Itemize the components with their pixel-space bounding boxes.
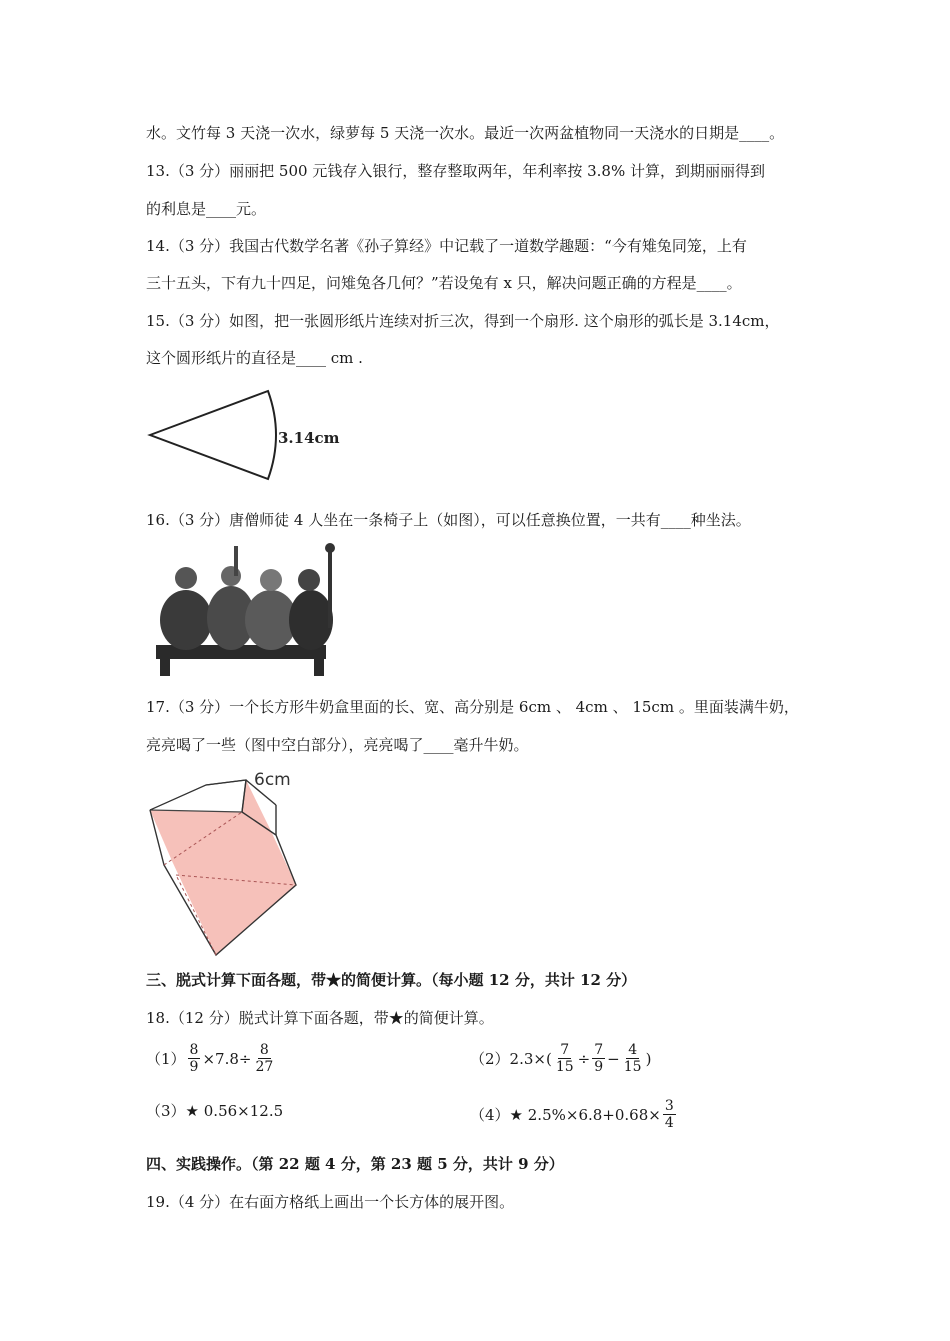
problem-1-middle: ×7.8÷ [202, 1049, 252, 1068]
q12-continuation: 水。文竹每 3 天浇一次水，绿萝每 5 天浇一次水。最近一次两盆植物同一天浇水的日期是____。 [146, 124, 785, 142]
q13-line1: 13.（3 分）丽丽把 500 元钱存入银行，整存整取两年，年利率按 3.8% 计算，到期丽丽得到 [146, 162, 765, 180]
q16-line: 16.（3 分）唐僧师徒 4 人坐在一条椅子上（如图），可以任意换位置，一共有____种坐法。 [146, 511, 751, 529]
problem-2-suffix: ) [645, 1049, 652, 1068]
q14-line2: 三十五头，下有九十四足，问雉兔各几何？”若设兔有 x 只，解决问题正确的方程是____。 [146, 274, 742, 292]
problem-2-fraction-c: $\frac{4}{15}$ [623, 1042, 642, 1075]
problem-2 [470, 1042, 651, 1075]
problem-2-op1: ÷ [577, 1049, 591, 1068]
q15-line2: 这个圆形纸片的直径是____ cm . [146, 349, 363, 367]
q15-line1: 15.（3 分）如图，把一张圆形纸片连续对折三次，得到一个扇形. 这个扇形的弧长是 3.14cm， [146, 312, 780, 330]
problem-4-label: （4） [470, 1106, 510, 1124]
problem-2-fraction-a: $\frac{7}{15}$ [555, 1042, 574, 1075]
problem-2-prefix: 2.3×( [509, 1049, 552, 1068]
q13-line2: 的利息是____元。 [146, 200, 267, 218]
q17-line1: 17.（3 分）一个长方形牛奶盒里面的长、宽、高分别是 6cm 、 4cm 、 15cm 。里面装满牛奶， [146, 698, 799, 716]
q19-line: 19.（4 分）在右面方格纸上画出一个长方体的展开图。 [146, 1193, 515, 1211]
sector-shape [150, 391, 276, 479]
problem-2-fraction-b: $\frac{7}{9}$ [594, 1042, 604, 1075]
problem-3-expression: ★ 0.56×12.5 [185, 1101, 284, 1120]
problem-2-op2: − [607, 1049, 620, 1068]
sector-arc-label: 3.14cm [278, 429, 340, 447]
problem-1-fraction-b: $\frac{8}{27}$ [255, 1042, 274, 1075]
problem-4 [470, 1098, 678, 1131]
sector-figure [146, 385, 356, 485]
problem-4-fraction: $\frac{3}{4}$ [664, 1098, 674, 1131]
tang-monk-disciples-illustration [146, 540, 336, 678]
section4-heading: 四、实践操作。（第 22 题 4 分，第 23 题 5 分，共计 9 分） [146, 1155, 564, 1173]
q17-line2: 亮亮喝了一些（图中空白部分），亮亮喝了____毫升牛奶。 [146, 736, 529, 754]
milk-box-width-label: 6cm [254, 770, 291, 790]
problem-3 [146, 1100, 283, 1121]
problem-3-label: （3） [146, 1102, 186, 1120]
problem-4-expression: ★ 2.5%×6.8+0.68× [509, 1105, 661, 1124]
problem-1-fraction-a: $\frac{8}{9}$ [189, 1042, 199, 1075]
section3-heading: 三、脱式计算下面各题，带★的简便计算。（每小题 12 分，共计 12 分） [146, 971, 637, 989]
problem-1-label: （1） [146, 1050, 186, 1068]
q18-line: 18.（12 分）脱式计算下面各题，带★的简便计算。 [146, 1009, 494, 1027]
milk-box-figure [146, 765, 316, 960]
q14-line1: 14.（3 分）我国古代数学名著《孙子算经》中记载了一道数学趣题：“今有雉兔同笼，上有 [146, 237, 747, 255]
problem-1 [146, 1042, 277, 1075]
problem-2-label: （2） [470, 1050, 510, 1068]
